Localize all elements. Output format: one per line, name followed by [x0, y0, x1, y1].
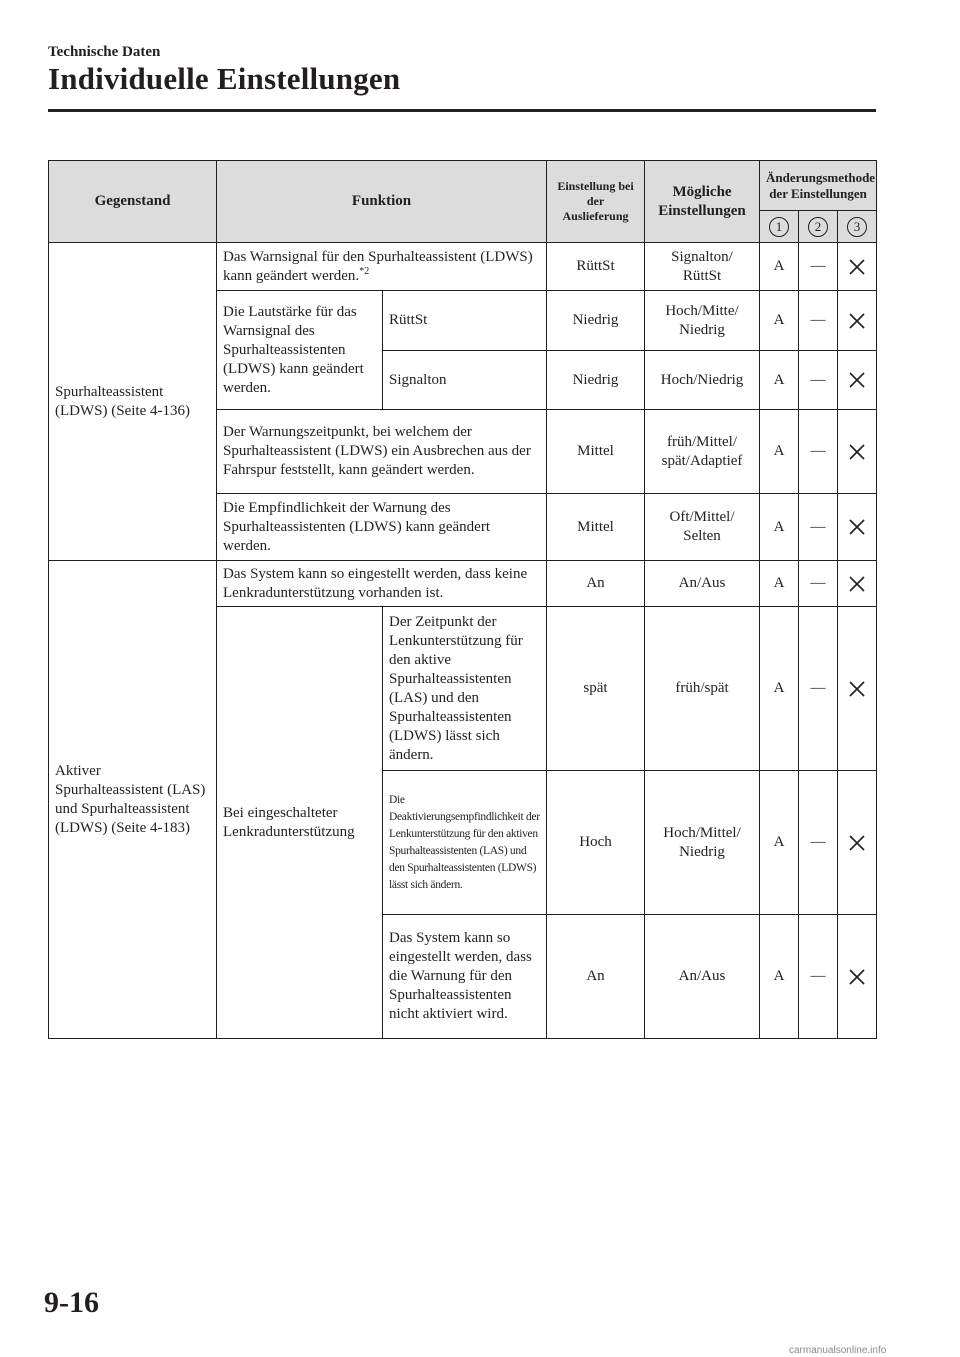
footnote-marker: *2: [359, 265, 370, 277]
x-mark-icon: [848, 680, 866, 698]
function-cell: Der Warnungszeitpunkt, bei welchem der Spurhalteassistent (LDWS) ein Ausbrechen aus der Fahrspur feststellt, kann geändert werden.: [217, 410, 547, 494]
options-cell: Hoch/Niedrig: [645, 351, 760, 410]
method-3-cell: [838, 291, 877, 351]
options-cell: Hoch/Mitte/ Niedrig: [645, 291, 760, 351]
function-cell: Bei eingeschalteter Lenkradunterstützung: [217, 607, 383, 1039]
method-2-cell: —: [799, 291, 838, 351]
default-cell: Niedrig: [547, 291, 645, 351]
method-2-cell: —: [799, 494, 838, 561]
subfunction-cell: RüttSt: [383, 291, 547, 351]
header-item: Gegenstand: [49, 161, 217, 243]
default-cell: spät: [547, 607, 645, 771]
method-1-cell: A: [760, 494, 799, 561]
table-row: [49, 243, 877, 291]
header-default: Einstellung bei der Auslieferung: [547, 161, 645, 243]
options-cell: Oft/Mittel/ Selten: [645, 494, 760, 561]
default-cell: Niedrig: [547, 351, 645, 410]
x-mark-icon: [848, 312, 866, 330]
section-label: Technische Daten: [48, 44, 161, 60]
method-2-cell: —: [799, 607, 838, 771]
subfunction-cell: Das System kann so eingestellt werden, dass die Warnung für den Spurhalteassistenten nicht aktiviert wird.: [383, 915, 547, 1039]
method-3-cell: [838, 351, 877, 410]
function-cell: Das System kann so eingestellt werden, dass keine Lenkradunterstützung vorhanden ist.: [217, 561, 547, 607]
method-3-cell: [838, 771, 877, 915]
watermark: carmanualsonline.info: [789, 1345, 887, 1356]
header-method-3: [838, 211, 877, 243]
header-method-2: [799, 211, 838, 243]
options-cell: An/Aus: [645, 561, 760, 607]
x-mark-icon: [848, 258, 866, 276]
method-2-cell: —: [799, 561, 838, 607]
x-mark-icon: [848, 518, 866, 536]
method-1-cell: A: [760, 771, 799, 915]
options-cell: früh/spät: [645, 607, 760, 771]
method-1-cell: A: [760, 607, 799, 771]
method-2-cell: —: [799, 915, 838, 1039]
function-cell: Die Lautstärke für das Warnsignal des Spurhalteassistenten (LDWS) kann geändert werden.: [217, 291, 383, 410]
method-2-cell: —: [799, 771, 838, 915]
table-header-row: [49, 161, 877, 211]
circled-number-2: 2: [808, 217, 828, 237]
x-mark-icon: [848, 371, 866, 389]
method-1-cell: A: [760, 351, 799, 410]
options-cell: Hoch/Mittel/ Niedrig: [645, 771, 760, 915]
settings-table: [48, 160, 877, 1039]
method-3-cell: [838, 915, 877, 1039]
default-cell: Mittel: [547, 494, 645, 561]
subfunction-cell: Signalton: [383, 351, 547, 410]
circled-number-3: 3: [847, 217, 867, 237]
method-1-cell: A: [760, 410, 799, 494]
item-cell: Aktiver Spurhalteassistent (LAS) und Spurhalteassistent (LDWS) (Seite 4-183): [49, 561, 217, 1039]
method-3-cell: [838, 410, 877, 494]
x-mark-icon: [848, 575, 866, 593]
method-2-cell: —: [799, 243, 838, 291]
item-cell: Spurhalteassistent (LDWS) (Seite 4-136): [49, 243, 217, 561]
method-2-cell: —: [799, 410, 838, 494]
method-1-cell: A: [760, 291, 799, 351]
default-cell: Mittel: [547, 410, 645, 494]
title-divider: [48, 109, 876, 112]
table-row: [49, 561, 877, 607]
header-method: Änderungsmethode der Einstellungen: [760, 161, 877, 211]
options-cell: früh/Mittel/ spät/Adaptief: [645, 410, 760, 494]
x-mark-icon: [848, 834, 866, 852]
default-cell: RüttSt: [547, 243, 645, 291]
circled-number-1: 1: [769, 217, 789, 237]
function-cell: Die Empfindlichkeit der Warnung des Spurhalteassistenten (LDWS) kann geändert werden.: [217, 494, 547, 561]
method-3-cell: [838, 561, 877, 607]
page-title: Individuelle Einstellungen: [48, 61, 401, 96]
default-cell: Hoch: [547, 771, 645, 915]
method-3-cell: [838, 494, 877, 561]
default-cell: An: [547, 915, 645, 1039]
method-1-cell: A: [760, 561, 799, 607]
subfunction-cell: Der Zeitpunkt der Lenkunterstützung für den aktive Spurhalteassistenten (LAS) und den Spurhalteassistenten (LDWS) lässt sich ändern.: [383, 607, 547, 771]
method-1-cell: A: [760, 915, 799, 1039]
header-options: Mögliche Einstellungen: [645, 161, 760, 243]
options-cell: An/Aus: [645, 915, 760, 1039]
options-cell: Signalton/ RüttSt: [645, 243, 760, 291]
method-3-cell: [838, 607, 877, 771]
x-mark-icon: [848, 443, 866, 461]
page-number: 9-16: [44, 1286, 99, 1319]
subfunction-cell: Die Deaktivierungsempfindlichkeit der Lenkunterstützung für den aktiven Spurhalteassistenten (LAS) und den Spurhalteassistenten (LDWS) lässt sich ändern.: [383, 771, 547, 915]
header-function: Funktion: [217, 161, 547, 243]
method-3-cell: [838, 243, 877, 291]
method-2-cell: —: [799, 351, 838, 410]
method-1-cell: A: [760, 243, 799, 291]
function-cell: Das Warnsignal für den Spurhalteassistent (LDWS) kann geändert werden.$^{*2}$: [217, 243, 547, 291]
default-cell: An: [547, 561, 645, 607]
x-mark-icon: [848, 968, 866, 986]
header-method-1: [760, 211, 799, 243]
